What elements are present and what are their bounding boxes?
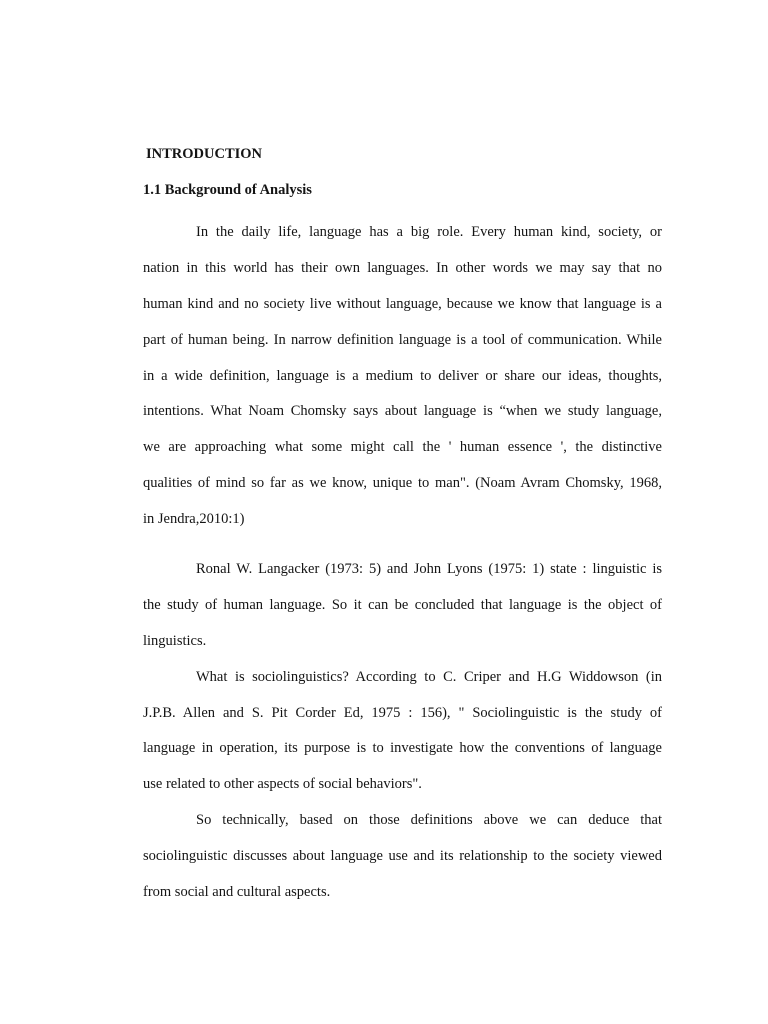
paragraph-line: part of human being. In narrow definition language is a tool of communication. While (143, 331, 662, 348)
paragraph-line: J.P.B. Allen and S. Pit Corder Ed, 1975 : 156), " Sociolinguistic is the study of (143, 704, 662, 721)
paragraph-line: So technically, based on those definitions above we can deduce that (196, 812, 662, 829)
paragraph-line: nation in this world has their own languages. In other words we may say that no (143, 259, 662, 276)
paragraph-1 (143, 215, 662, 538)
paragraph-line: What is sociolinguistics? According to C. Criper and H.G Widdowson (in (196, 668, 662, 685)
paragraph-line: in Jendra,2010:1) (143, 511, 245, 528)
paragraph-line: the study of human language. So it can be concluded that language is the object of (143, 596, 662, 613)
paragraph-line: intentions. What Noam Chomsky says about language is “when we study language, (143, 403, 662, 420)
paragraph-3 (143, 660, 662, 804)
paragraph-line: in a wide definition, language is a medium to deliver or share our ideas, thoughts, (143, 367, 662, 384)
paragraph-line: language in operation, its purpose is to investigate how the conventions of language (143, 740, 662, 757)
paragraph-line: linguistics. (143, 632, 207, 649)
paragraph-line: from social and cultural aspects. (143, 884, 331, 901)
section-heading: 1.1 Background of Analysis (143, 182, 312, 198)
paragraph-line: we are approaching what some might call the ' human essence ', the distinctive (143, 439, 662, 456)
paragraph-line: Ronal W. Langacker (1973: 5) and John Lyons (1975: 1) state : linguistic is (196, 561, 662, 578)
paragraph-line: human kind and no society live without language, because we know that language is a (143, 295, 662, 312)
paragraph-line: In the daily life, language has a big role. Every human kind, society, or (196, 224, 662, 240)
paragraph-line: sociolinguistic discusses about language use and its relationship to the society viewed (143, 848, 662, 865)
chapter-heading: INTRODUCTION (146, 146, 263, 162)
paragraph-line: use related to other aspects of social behaviors". (143, 776, 422, 793)
paragraph-4 (143, 803, 662, 911)
paragraph-2 (143, 552, 662, 660)
document-body (143, 143, 662, 911)
paragraph-line: qualities of mind so far as we know, unique to man". (Noam Avram Chomsky, 1968, (143, 475, 662, 492)
